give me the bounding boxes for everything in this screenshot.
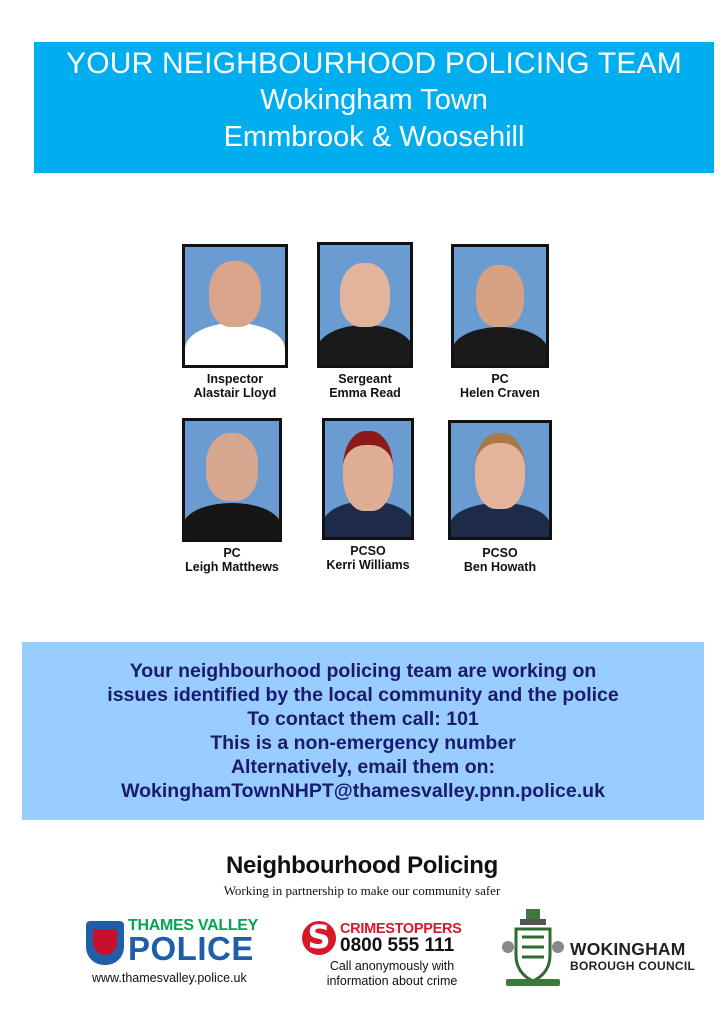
officer-photo xyxy=(451,244,549,368)
officer-card-6 xyxy=(438,420,562,574)
officer-rank: Sergeant xyxy=(338,372,392,386)
tvp-website-link[interactable]: www.thamesvalley.police.uk xyxy=(92,971,247,985)
council-name: WOKINGHAM xyxy=(570,939,686,959)
officer-card-5 xyxy=(312,418,424,572)
contact-info-box xyxy=(22,642,704,820)
wokingham-borough-council-logo xyxy=(500,905,710,995)
crimestoppers-icon: S xyxy=(302,921,336,955)
officer-card-1 xyxy=(170,244,300,400)
officer-photo xyxy=(322,418,414,540)
council-subtitle: BOROUGH COUNCIL xyxy=(570,959,696,973)
tvp-logo-top: THAMES VALLEY xyxy=(128,917,259,934)
crimestoppers-name: CRIMESTOPPERS xyxy=(340,921,462,937)
info-line: issues identified by the local community and the police xyxy=(107,684,619,706)
phone-line: To contact them call: 101 xyxy=(247,708,479,730)
neighbourhood-policing-title: Neighbourhood Policing xyxy=(225,852,499,879)
officer-photo xyxy=(182,418,282,542)
police-crest-icon xyxy=(86,921,124,965)
officer-card-3 xyxy=(438,244,562,400)
officer-rank: PC xyxy=(491,372,509,386)
crimestoppers-desc: Call anonymously with xyxy=(329,959,455,973)
area-name: Wokingham Town xyxy=(260,84,488,116)
officer-name: Ben Howath xyxy=(463,560,537,574)
ward-name: Emmbrook & Woosehill xyxy=(223,121,525,153)
info-line: Alternatively, email them on: xyxy=(230,756,496,778)
officer-name: Kerri Williams xyxy=(326,558,410,572)
officer-name: Alastair Lloyd xyxy=(193,386,277,400)
tvp-logo-bottom: POLICE xyxy=(128,930,254,967)
officer-photo xyxy=(448,420,552,540)
officer-card-4 xyxy=(172,418,292,574)
crimestoppers-desc: information about crime xyxy=(326,974,458,988)
officer-photo xyxy=(182,244,288,368)
officer-rank: PC xyxy=(223,546,241,560)
page-title: YOUR NEIGHBOURHOOD POLICING TEAM xyxy=(66,47,682,80)
officer-photo xyxy=(317,242,413,368)
info-line: Your neighbourhood policing team are working on xyxy=(129,660,597,682)
officer-name: Emma Read xyxy=(329,386,401,400)
crimestoppers-number: 0800 555 111 xyxy=(340,935,455,956)
thames-valley-police-logo xyxy=(82,915,272,985)
email-link[interactable]: WokinghamTownNHPT@thamesvalley.pnn.police.uk xyxy=(121,780,605,802)
officer-rank: PCSO xyxy=(482,546,518,560)
officer-name: Leigh Matthews xyxy=(185,560,279,574)
header-banner xyxy=(34,42,714,173)
officer-rank: PCSO xyxy=(350,544,386,558)
info-line: This is a non-emergency number xyxy=(210,732,516,754)
council-crest-icon xyxy=(502,907,564,989)
crimestoppers-logo xyxy=(300,915,480,995)
officer-rank: Inspector xyxy=(206,372,264,386)
officer-name: Helen Craven xyxy=(460,386,540,400)
neighbourhood-policing-tagline: Working in partnership to make our community safer xyxy=(223,883,501,898)
officer-card-2 xyxy=(302,242,428,400)
